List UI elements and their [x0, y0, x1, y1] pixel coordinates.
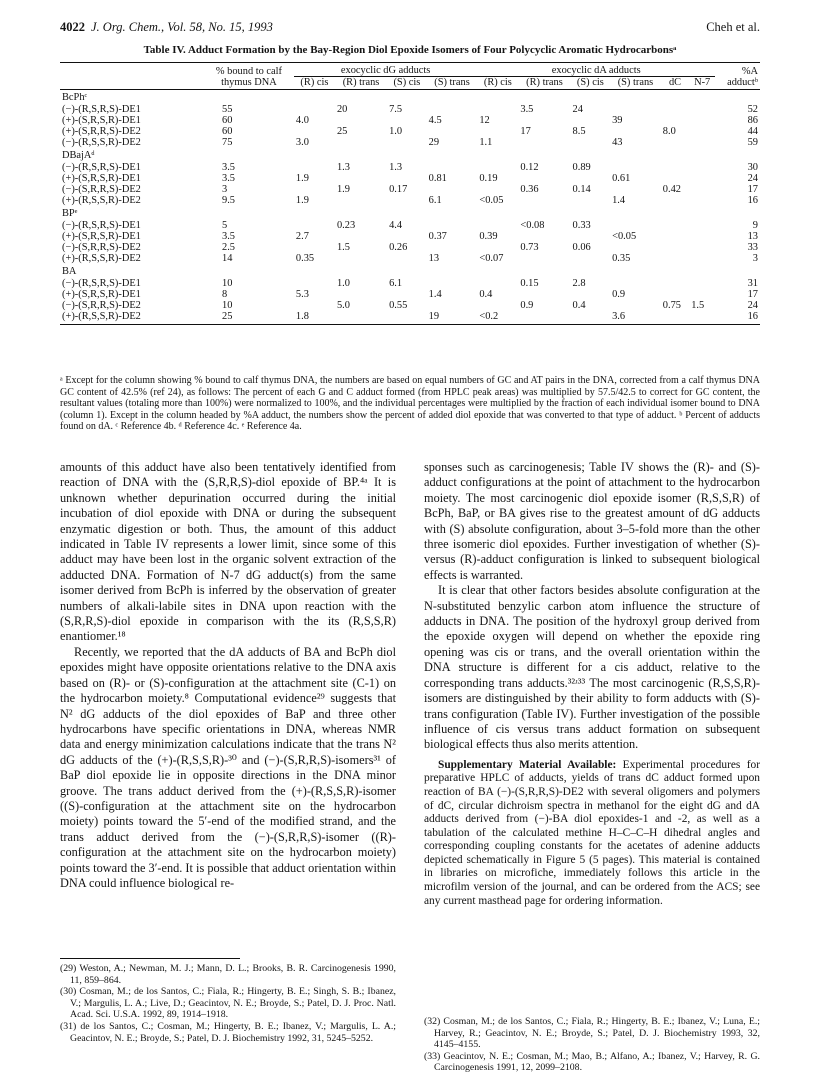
- value-cell: 3.6: [610, 311, 661, 325]
- value-cell: [387, 289, 427, 300]
- isomer-cell: (+)-(S,R,R,S)-DE2: [62, 126, 141, 138]
- isomer-cell: (+)-(R,S,S,R)-DE2: [62, 253, 141, 265]
- isomer-cell: (+)-(S,R,S,R)-DE1: [62, 230, 141, 242]
- value-cell: [518, 173, 570, 184]
- value-cell: [427, 162, 478, 173]
- value-cell: [661, 115, 689, 126]
- value-cell: 0.4: [479, 288, 493, 300]
- value-cell: <0.07: [479, 253, 504, 265]
- table-row: [60, 195, 760, 206]
- value-cell: <0.05: [612, 230, 637, 242]
- value-cell: 0.33: [572, 219, 591, 231]
- value-cell: [335, 137, 387, 148]
- value-cell: 8.0: [662, 126, 676, 138]
- value-cell: 1.1: [479, 137, 493, 149]
- col-dg-r-trans: (R) trans: [335, 77, 387, 90]
- value-cell: [610, 184, 661, 195]
- col-da-s-cis: (S) cis: [571, 77, 611, 90]
- value-cell: 0.23: [336, 219, 356, 231]
- value-cell: 9: [752, 219, 758, 231]
- page-number: 4022: [60, 20, 85, 34]
- group-name: DBajAᵈ: [62, 150, 95, 162]
- pct-a-header: %A: [715, 63, 760, 77]
- value-cell: [477, 184, 518, 195]
- value-cell: [689, 173, 715, 184]
- value-cell: 0.35: [612, 253, 631, 265]
- value-cell: [477, 126, 518, 137]
- table-row: [60, 242, 760, 253]
- value-cell: 0.89: [572, 161, 591, 173]
- value-cell: 20: [336, 103, 348, 115]
- value-cell: 1.0: [336, 277, 350, 289]
- value-cell: [661, 311, 689, 325]
- table-footnote: ᵃ Except for the column showing % bound to calf thymus DNA, the numbers are based on equal numbers of GC and AT pairs in the DNA, corrected from a calf thymus DNA GC content of 42.5% (ref 24), as follows: The percent of each G and C adduct formed (from HPLC peak areas) was multiplied by 57.5/42.5 to correct for GC content, the resultant values (totaling more than 100%) were normalized to 100%, and the individual percentages were multiplied by the fraction of each individual isomer bound to DNA (column 1). Except in the column headed by %A adduct, the numbers show the percent of added diol epoxide that was converted to that type of adduct. ᵇ Percent of adducts found on dA. ᶜ Reference 4b. ᵈ Reference 4c. ᵉ Reference 4a.: [60, 375, 760, 432]
- isomer-cell: (+)-(S,R,S,R)-DE1: [62, 288, 141, 300]
- value-cell: 10: [222, 277, 233, 289]
- value-cell: [689, 115, 715, 126]
- value-cell: 0.17: [389, 184, 408, 196]
- value-cell: [335, 289, 387, 300]
- table-row: [60, 220, 760, 231]
- value-cell: [661, 231, 689, 242]
- isomer-cell: (−)-(S,R,R,S)-DE2: [62, 300, 141, 312]
- table-row: [60, 104, 760, 115]
- supplementary-text: Experimental procedures for preparative HPLC of adducts, yields of trans dC adduct formed upon reaction of BA (−)-(S,R,R,S)-DE2 with several oligomers and polymers of dC, circular dichroism spectra in methanol for the eight dG and dA adducts derived from (−)-BA diol epoxides-1 and -2, as well as a tabulation of the calculated methine H–C–C–H dihedral angles and corresponding coupling constants for the acetates of adenine adducts depicted schematically in Figure 5 (5 pages). This material is contained in libraries on microfiche, immediately follows this article in the microfilm version of the journal, and can be ordered from the ACS; see any current masthead page for ordering information.: [424, 758, 760, 907]
- reference-32: (32) Cosman, M.; de los Santos, C.; Fiala, R.; Hingerty, B. E.; Ibanez, V.; Luna, E.; Harvey, R.; Geacintov, N. E.; Broyde, S.; Patel, D. J. Biochemistry 1993, 32, 4145–4155.: [424, 1016, 760, 1051]
- value-cell: 3.5: [222, 161, 235, 173]
- isomer-cell: (−)-(R,S,R,S)-DE1: [62, 161, 141, 173]
- value-cell: 25: [336, 126, 348, 138]
- value-cell: [518, 289, 570, 300]
- isomer-cell: (+)-(R,S,S,R)-DE2: [60, 311, 204, 325]
- value-cell: [387, 195, 427, 206]
- left-paragraph-2: Recently, we reported that the dA adducts of BA and BcPh diol epoxides might have opposite orientations relative to the DNA axis based on (R)- or (S)-configuration at the attachment site (C-1) on the hydrocarbon moiety.⁸ Computational evidence²⁹ suggests that N² dG adducts of the diol epoxides of BaP and three other hydrocarbons have specific orientations in DNA, whereas NMR data and energy minimization calculations indicate that the trans N² dG adducts of the (+)-(R,S,S,R)-³⁰ and (−)-(S,R,R,S)-isomers³¹ of BaP diol epoxide lie in opposite directions in the DNA minor groove. The trans adduct derived from the (+)-(R,S,S,R)-isomer ((S)-configuration at the attachment site on the hydrocarbon moiety) points toward the 5′-end of the modified strand, and the trans adduct derived from the (−)-(S,R,R,S)-isomer ((R)-configuration at the attachment site on the hydrocarbon moiety) points toward the 3′-end. It is possible that adduct orientation within DNA could influence biological re-: [60, 644, 396, 890]
- table-row: [60, 231, 760, 242]
- value-cell: [518, 311, 570, 325]
- value-cell: [661, 162, 689, 173]
- value-cell: 0.42: [662, 184, 681, 196]
- value-cell: 0.15: [520, 277, 539, 289]
- value-cell: 5.3: [295, 288, 309, 300]
- value-cell: [661, 242, 689, 253]
- value-cell: 1.5: [691, 300, 705, 312]
- value-cell: 44: [747, 126, 758, 138]
- value-cell: [294, 300, 335, 311]
- table-row: [60, 289, 760, 300]
- isomer-subheader: [60, 77, 204, 90]
- value-cell: 1.0: [389, 126, 403, 138]
- right-column: [424, 460, 760, 908]
- value-cell: 17: [747, 184, 758, 196]
- value-cell: <0.2: [477, 311, 518, 325]
- value-cell: 9.5: [222, 195, 235, 207]
- value-cell: [610, 104, 661, 115]
- supplementary-material: [424, 759, 760, 909]
- dg-group-header: exocyclic dG adducts: [294, 63, 477, 77]
- value-cell: [661, 195, 689, 206]
- bound-header-line2: thymus DNA: [204, 77, 294, 90]
- value-cell: [335, 195, 387, 206]
- value-cell: 0.12: [520, 161, 539, 173]
- left-column: [60, 460, 396, 891]
- value-cell: 86: [747, 114, 758, 126]
- isomer-cell: (−)-(R,S,R,S)-DE1: [62, 103, 141, 115]
- bound-header-line1: % bound to calf: [215, 65, 282, 77]
- table-row: [60, 311, 760, 325]
- value-cell: 60: [222, 126, 233, 138]
- table-row: [60, 184, 760, 195]
- col-dg-s-trans: (S) trans: [427, 77, 478, 90]
- col-dg-s-cis: (S) cis: [387, 77, 427, 90]
- value-cell: 14: [222, 253, 233, 265]
- value-cell: 12: [479, 114, 490, 126]
- value-cell: 4.4: [389, 219, 403, 231]
- value-cell: 75: [222, 137, 233, 149]
- table-row: [60, 126, 760, 137]
- value-cell: 52: [747, 103, 758, 115]
- value-cell: 24: [747, 172, 758, 184]
- reference-29: (29) Weston, A.; Newman, M. J.; Mann, D. L.; Brooks, B. R. Carcinogenesis 1990, 11, 859–864.: [60, 963, 396, 986]
- value-cell: [661, 220, 689, 231]
- value-cell: [518, 253, 570, 264]
- col-dc: dC: [661, 77, 689, 90]
- running-header: [60, 20, 760, 35]
- value-cell: 31: [747, 277, 758, 289]
- value-cell: 16: [747, 195, 758, 207]
- value-cell: 0.9: [612, 288, 626, 300]
- value-cell: [571, 115, 611, 126]
- value-cell: [294, 184, 335, 195]
- value-cell: [518, 195, 570, 206]
- value-cell: 17: [520, 126, 531, 138]
- isomer-cell: (−)-(S,R,R,S)-DE2: [62, 184, 141, 196]
- value-cell: [661, 253, 689, 264]
- value-cell: 1.3: [336, 161, 350, 173]
- value-cell: [689, 231, 715, 242]
- value-cell: 0.75: [662, 300, 681, 312]
- da-group-header: exocyclic dA adducts: [477, 63, 715, 77]
- value-cell: [477, 220, 518, 231]
- value-cell: [518, 137, 570, 148]
- value-cell: [571, 311, 611, 325]
- value-cell: [335, 311, 387, 325]
- value-cell: [689, 126, 715, 137]
- value-cell: [689, 195, 715, 206]
- value-cell: [610, 278, 661, 289]
- value-cell: [387, 231, 427, 242]
- value-cell: [387, 253, 427, 264]
- value-cell: 0.9: [520, 300, 534, 312]
- table-header-row-1: [60, 63, 760, 77]
- value-cell: [610, 162, 661, 173]
- value-cell: [427, 104, 478, 115]
- value-cell: 3.0: [295, 137, 309, 149]
- value-cell: 1.9: [295, 172, 309, 184]
- col-da-r-cis: (R) cis: [477, 77, 518, 90]
- value-cell: [661, 173, 689, 184]
- isomer-cell: (+)-(R,S,S,R)-DE2: [62, 195, 141, 207]
- value-cell: [689, 137, 715, 148]
- isomer-header: [60, 63, 204, 77]
- value-cell: 0.06: [572, 242, 591, 254]
- value-cell: 0.19: [479, 172, 498, 184]
- value-cell: [689, 220, 715, 231]
- value-cell: [294, 162, 335, 173]
- value-cell: [427, 278, 478, 289]
- value-cell: 3.5: [520, 103, 534, 115]
- value-cell: 6.1: [389, 277, 403, 289]
- table-group-header: [60, 206, 760, 219]
- value-cell: [610, 300, 661, 311]
- header-left: [60, 20, 273, 35]
- value-cell: 0.81: [428, 172, 447, 184]
- reference-33: (33) Geacintov, N. E.; Cosman, M.; Mao, B.; Alfano, A.; Ibanez, V.; Harvey, R. G. Carcinogenesis 1991, 12, 2099–2108.: [424, 1050, 760, 1074]
- value-cell: 29: [428, 137, 440, 149]
- value-cell: [689, 184, 715, 195]
- value-cell: [477, 278, 518, 289]
- right-paragraph-1: sponses such as carcinogenesis; Table IV shows the (R)- and (S)-adduct configurations at the point of attachment to the hydrocarbon moiety. The most carcinogenic diol epoxide isomer (R,S,S,R) of BcPh, BaP, or BA gives rise to the greatest amount of dG adducts with (S) absolute configuration, about 3–5-fold more than the other three isomeric diol epoxides. Further investigation of whether (S)- versus (R)-adduct configuration is linked to subsequent biological effects is warranted.: [424, 460, 760, 582]
- value-cell: [477, 104, 518, 115]
- value-cell: [610, 242, 661, 253]
- value-cell: [387, 115, 427, 126]
- value-cell: 43: [612, 137, 623, 149]
- value-cell: 24: [747, 300, 758, 312]
- value-cell: [387, 173, 427, 184]
- value-cell: 59: [747, 137, 758, 149]
- table-row: [60, 300, 760, 311]
- value-cell: 3.5: [222, 230, 235, 242]
- value-cell: [477, 242, 518, 253]
- table-row: [60, 162, 760, 173]
- isomer-cell: (−)-(R,S,R,S)-DE1: [62, 277, 141, 289]
- value-cell: [387, 137, 427, 148]
- value-cell: [294, 126, 335, 137]
- value-cell: [294, 278, 335, 289]
- value-cell: 1.4: [612, 195, 626, 207]
- reference-30: (30) Cosman, M.; de los Santos, C.; Fiala, R.; Hingerty, B. E.; Singh, S. B.; Ibanez, V.; Margulis, L. A.; Live, D.; Geacintov, N. E.; Broyde, S.; Patel, D. J. Proc. Natl. Acad. Sci. U.S.A. 1992, 89, 1914–1918.: [60, 986, 396, 1021]
- value-cell: 0.73: [520, 242, 539, 254]
- value-cell: 2.8: [572, 277, 586, 289]
- isomer-cell: (−)-(S,R,R,S)-DE2: [62, 242, 141, 254]
- table-row: [60, 173, 760, 184]
- table-row: [60, 253, 760, 264]
- value-cell: 0.55: [389, 300, 408, 312]
- value-cell: [427, 300, 478, 311]
- value-cell: 7.5: [389, 103, 403, 115]
- value-cell: [335, 115, 387, 126]
- table-group-header: [60, 264, 760, 277]
- value-cell: [571, 289, 611, 300]
- value-cell: 8: [222, 288, 228, 300]
- value-cell: [571, 173, 611, 184]
- value-cell: [661, 104, 689, 115]
- value-cell: 6.1: [428, 195, 442, 207]
- value-cell: [294, 104, 335, 115]
- value-cell: 1.5: [336, 242, 350, 254]
- isomer-cell: (+)-(S,R,S,R)-DE1: [62, 172, 141, 184]
- col-n7: N-7: [689, 77, 715, 90]
- table-group-header: [60, 90, 760, 104]
- value-cell: 0.35: [295, 253, 315, 265]
- group-name: BcPhᶜ: [62, 92, 88, 104]
- col-da-s-trans: (S) trans: [610, 77, 661, 90]
- value-cell: [427, 242, 478, 253]
- value-cell: 16: [715, 311, 760, 325]
- table-row: [60, 115, 760, 126]
- col-da-r-trans: (R) trans: [518, 77, 570, 90]
- value-cell: 55: [222, 103, 233, 115]
- value-cell: 13: [747, 230, 758, 242]
- value-cell: 4.5: [428, 114, 442, 126]
- value-cell: 0.39: [479, 230, 498, 242]
- group-name: BPᵉ: [62, 208, 78, 220]
- value-cell: [571, 231, 611, 242]
- col-dg-r-cis: (R) cis: [294, 77, 335, 90]
- table-title: Adduct Formation by the Bay-Region Diol Epoxide Isomers of Four Polycyclic Aromatic Hydrocarbonsᵃ: [187, 44, 677, 56]
- table-row: [60, 278, 760, 289]
- value-cell: [335, 231, 387, 242]
- author-running-head: Cheh et al.: [706, 20, 760, 34]
- value-cell: 19: [427, 311, 478, 325]
- value-cell: 1.9: [336, 184, 350, 196]
- value-cell: [689, 253, 715, 264]
- value-cell: 17: [747, 288, 758, 300]
- right-paragraph-2: It is clear that other factors besides absolute configuration at the N-substituted benzylic carbon atom influence the structure of adducts in DNA. The position of the hydroxyl group derived from the epoxide oxygen will depend on whether the epoxide ring opening was cis or trans, and the overall orientation within the DNA structure is different for a cis adduct, relative to the corresponding trans adducts.³²ʴ³³ The most carcinogenic (R,S,S,R)-isomers are distinguished by their ability to form adducts with (S)-trans configuration (Table IV). Further investigation of the possible influence of cis versus trans adduct formation on subsequent biological effects thus also merits attention.: [424, 583, 760, 752]
- adduct-table: [60, 62, 760, 325]
- value-cell: [610, 126, 661, 137]
- value-cell: 24: [572, 103, 583, 115]
- value-cell: [661, 289, 689, 300]
- value-cell: 0.36: [520, 184, 539, 196]
- value-cell: [571, 195, 611, 206]
- value-cell: 1.8: [294, 311, 335, 325]
- value-cell: 39: [612, 114, 623, 126]
- value-cell: 1.4: [428, 288, 442, 300]
- value-cell: [661, 137, 689, 148]
- table-caption: [60, 44, 760, 56]
- value-cell: 5.0: [336, 300, 350, 312]
- value-cell: [518, 231, 570, 242]
- references-left: [60, 958, 396, 1044]
- value-cell: 3: [752, 253, 758, 265]
- value-cell: [689, 311, 715, 325]
- value-cell: [335, 253, 387, 264]
- value-cell: 25: [204, 311, 294, 325]
- value-cell: [689, 242, 715, 253]
- value-cell: [294, 242, 335, 253]
- value-cell: 0.26: [389, 242, 408, 254]
- value-cell: 2.5: [222, 242, 235, 254]
- value-cell: 4.0: [295, 114, 309, 126]
- value-cell: [610, 220, 661, 231]
- value-cell: 60: [222, 114, 233, 126]
- journal-citation: J. Org. Chem., Vol. 58, No. 15, 1993: [91, 20, 273, 34]
- value-cell: [571, 253, 611, 264]
- value-cell: 5: [222, 219, 228, 231]
- value-cell: 2.7: [295, 230, 309, 242]
- value-cell: 0.4: [572, 300, 586, 312]
- value-cell: [427, 126, 478, 137]
- value-cell: 1.3: [389, 161, 403, 173]
- isomer-cell: (−)-(R,S,S,R)-DE2: [62, 137, 141, 149]
- isomer-cell: (+)-(S,R,S,R)-DE1: [62, 114, 141, 126]
- value-cell: [689, 278, 715, 289]
- bound-header: [204, 63, 294, 77]
- value-cell: 13: [428, 253, 440, 265]
- col-pct-a-adduct: adductᵇ: [715, 77, 760, 90]
- value-cell: 1.9: [295, 195, 309, 207]
- value-cell: [294, 220, 335, 231]
- value-cell: <0.05: [479, 195, 504, 207]
- value-cell: [661, 278, 689, 289]
- table-row: [60, 137, 760, 148]
- left-paragraph-1: amounts of this adduct have also been tentatively identified from reaction of DNA with the (S,R,R,S)-diol epoxide of BP.⁴ᵃ It is unknown whether depurination occurred during the initial incubation of diol epoxide with DNA or during the subsequent enzymatic digestion or both. Thus, the amount of this adduct indicated in Table IV represents a lower limit, since some of this adduct may have been lost in the organic solvent extraction of the adducted DNA. Formation of N-7 dG adduct(s) from the same isomer derived from BcPh is inferred by the observation of greater numbers of alkali-labile sites in DNA upon reaction with the (S,R,R,S)-diol epoxide in comparison with the its (R,S,S,R) enantiomer.¹⁸: [60, 460, 396, 644]
- table-group-header: [60, 148, 760, 161]
- value-cell: [427, 184, 478, 195]
- value-cell: [571, 137, 611, 148]
- value-cell: 3.5: [222, 172, 235, 184]
- value-cell: 30: [747, 161, 758, 173]
- value-cell: 0.61: [612, 172, 631, 184]
- table-header-row-2: [60, 77, 760, 90]
- value-cell: [689, 162, 715, 173]
- value-cell: 33: [747, 242, 758, 254]
- value-cell: [689, 104, 715, 115]
- table-container: [60, 62, 760, 325]
- value-cell: 0.37: [428, 230, 447, 242]
- references-right: [424, 1016, 760, 1074]
- value-cell: 3: [222, 184, 228, 196]
- reference-31: (31) de los Santos, C.; Cosman, M.; Hingerty, B. E.; Ibanez, V.; Margulis, L. A.; Geacintov, N. E.; Broyde, S.; Patel, D. J. Biochemistry 1992, 31, 5245–5252.: [60, 1020, 396, 1044]
- table-label: Table IV.: [143, 44, 186, 56]
- value-cell: [477, 162, 518, 173]
- value-cell: 0.14: [572, 184, 591, 196]
- isomer-cell: (−)-(R,S,R,S)-DE1: [62, 219, 141, 231]
- value-cell: [518, 115, 570, 126]
- group-name: BA: [62, 266, 77, 278]
- supplementary-heading: Supplementary Material Available:: [438, 758, 617, 771]
- value-cell: 10: [222, 300, 233, 312]
- value-cell: <0.08: [520, 219, 545, 231]
- value-cell: [477, 300, 518, 311]
- value-cell: [427, 220, 478, 231]
- value-cell: 8.5: [572, 126, 586, 138]
- value-cell: [689, 289, 715, 300]
- value-cell: [387, 311, 427, 325]
- value-cell: [335, 173, 387, 184]
